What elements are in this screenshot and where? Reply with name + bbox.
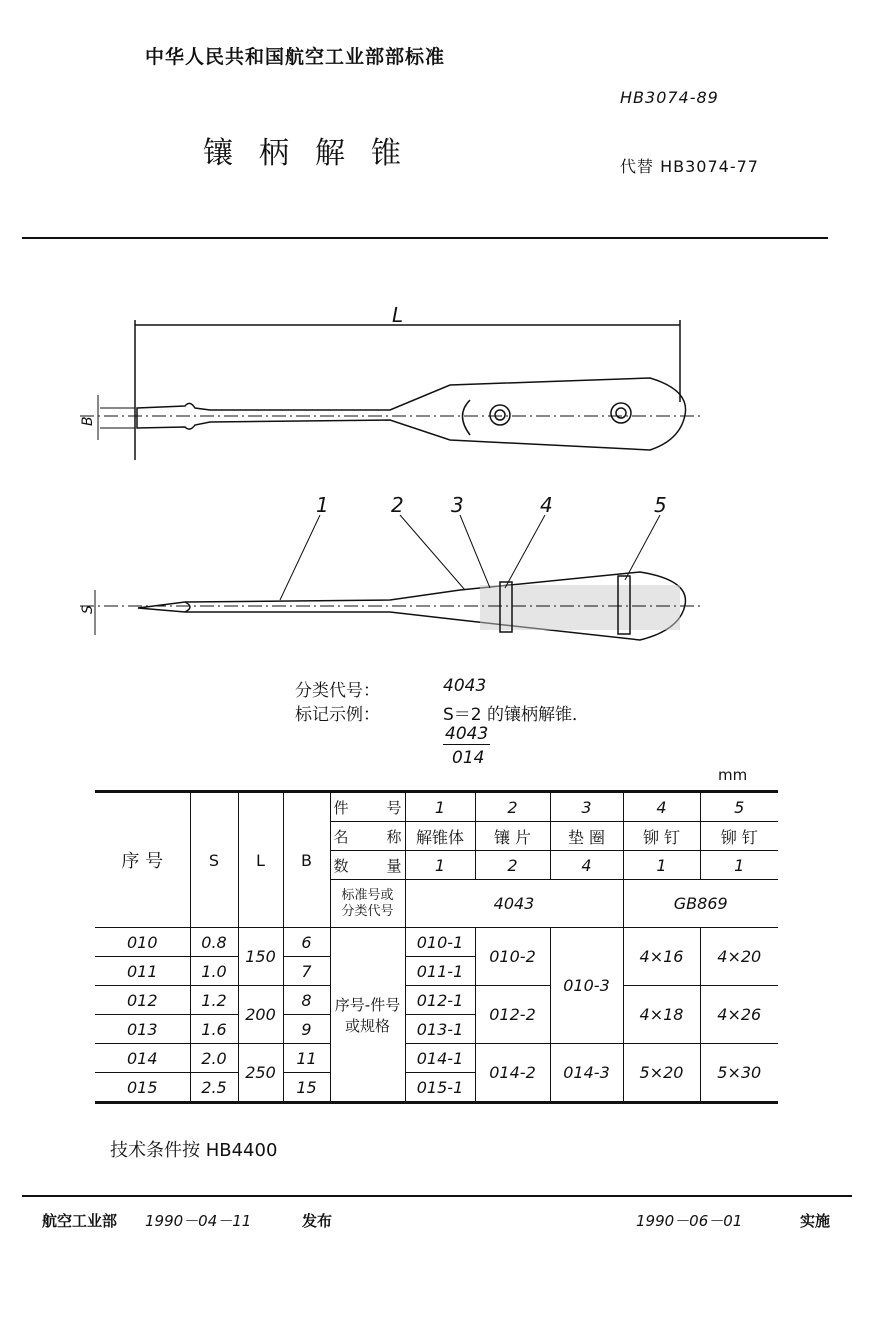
part-name: 垫 圈 [550, 822, 623, 851]
label-B: B [80, 416, 96, 426]
header-standard: 标准号或分类代号 [330, 880, 405, 928]
row-b: 9 [283, 1015, 330, 1044]
marking-example-label: 标记示例： [295, 705, 380, 725]
row-s: 1.0 [190, 957, 238, 986]
organization: 中华人民共和国航空工业部部标准 [145, 46, 446, 68]
row-p5: 4×26 [700, 986, 778, 1044]
row-p1: 012-1 [405, 986, 475, 1015]
row-l: 150 [238, 928, 283, 986]
row-b: 7 [283, 957, 330, 986]
standard-4043: 4043 [405, 880, 623, 928]
part-no: 2 [475, 792, 550, 822]
row-l: 250 [238, 1044, 283, 1103]
row-p2: 010-2 [475, 928, 550, 986]
row-p5: 5×30 [700, 1044, 778, 1103]
row-b: 6 [283, 928, 330, 957]
part-qty: 1 [700, 851, 778, 880]
label-L: L [392, 303, 404, 327]
row-seq: 014 [95, 1044, 190, 1073]
part-qty: 1 [405, 851, 475, 880]
part-no: 5 [700, 792, 778, 822]
classification-label: 分类代号： [295, 681, 380, 701]
part-name: 镶 片 [475, 822, 550, 851]
callout-4: 4 [540, 493, 553, 517]
row-p1: 013-1 [405, 1015, 475, 1044]
row-p3: 010-3 [550, 928, 623, 1044]
marking-example-text: S＝2 的镶柄解锥． [443, 705, 590, 725]
standard-gb869: GB869 [623, 880, 778, 928]
classification-code: 4043 [443, 676, 487, 696]
header-s: S [190, 792, 238, 928]
row-s: 1.6 [190, 1015, 238, 1044]
part-no: 4 [623, 792, 700, 822]
row-p3: 014-3 [550, 1044, 623, 1103]
row-b: 15 [283, 1073, 330, 1103]
row-p5: 4×20 [700, 928, 778, 986]
part-name: 解锥体 [405, 822, 475, 851]
header-l: L [238, 792, 283, 928]
footer-rule [22, 1195, 852, 1197]
row-s: 2.0 [190, 1044, 238, 1073]
row-b: 8 [283, 986, 330, 1015]
row-seq: 013 [95, 1015, 190, 1044]
header-rule [22, 237, 828, 239]
effective-date: 1990－06－01 [636, 1212, 743, 1230]
part-qty: 2 [475, 851, 550, 880]
replaces-standard: 代替 HB3074-77 [620, 157, 759, 176]
marking-numerator: 4043 [445, 724, 489, 744]
row-p1: 011-1 [405, 957, 475, 986]
driver-outline [137, 378, 686, 450]
row-p4: 5×20 [623, 1044, 700, 1103]
part-no: 3 [550, 792, 623, 822]
part-name: 铆 钉 [700, 822, 778, 851]
row-seq: 011 [95, 957, 190, 986]
row-p4: 4×16 [623, 928, 700, 986]
row-l: 200 [238, 986, 283, 1044]
row-seq: 012 [95, 986, 190, 1015]
header-name: 名 称 [330, 822, 405, 851]
technical-drawing [0, 290, 874, 660]
header-seq: 序 号 [95, 792, 190, 928]
part-no: 1 [405, 792, 475, 822]
label-S: S [80, 605, 96, 614]
rivet-icon [490, 405, 510, 425]
marking-denominator: 014 [452, 748, 485, 768]
part-qty: 4 [550, 851, 623, 880]
parts-table [95, 790, 778, 1104]
row-seq: 010 [95, 928, 190, 957]
part-name: 铆 钉 [623, 822, 700, 851]
row-b: 11 [283, 1044, 330, 1073]
header-part-no: 件 号 [330, 792, 405, 822]
technical-conditions: 技术条件按 HB4400 [110, 1140, 278, 1161]
header-b: B [283, 792, 330, 928]
header-qty: 数 量 [330, 851, 405, 880]
row-p2: 014-2 [475, 1044, 550, 1103]
issue-date: 1990－04－11 [145, 1212, 252, 1230]
row-p1: 010-1 [405, 928, 475, 957]
unit-label: mm [718, 766, 748, 784]
handle-hatch [480, 585, 680, 630]
issuer: 航空工业部 [42, 1212, 118, 1230]
issue-label: 发布 [302, 1212, 333, 1230]
row-p4: 4×18 [623, 986, 700, 1044]
row-p1: 014-1 [405, 1044, 475, 1073]
row-p2: 012-2 [475, 986, 550, 1044]
row-p1: 015-1 [405, 1073, 475, 1103]
standard-number: HB3074-89 [620, 88, 719, 107]
handle-edge [463, 400, 471, 435]
row-s: 1.2 [190, 986, 238, 1015]
row-s: 0.8 [190, 928, 238, 957]
row-s: 2.5 [190, 1073, 238, 1103]
callout-2: 2 [391, 493, 404, 517]
rivet-icon [611, 403, 631, 423]
spec-label: 序号-件号或规格 [330, 928, 405, 1103]
row-seq: 015 [95, 1073, 190, 1103]
effective-label: 实施 [800, 1212, 831, 1230]
document-title: 镶柄解锥 [203, 136, 427, 171]
callout-1: 1 [316, 493, 329, 517]
part-qty: 1 [623, 851, 700, 880]
callout-3: 3 [451, 493, 464, 517]
callout-5: 5 [654, 493, 667, 517]
